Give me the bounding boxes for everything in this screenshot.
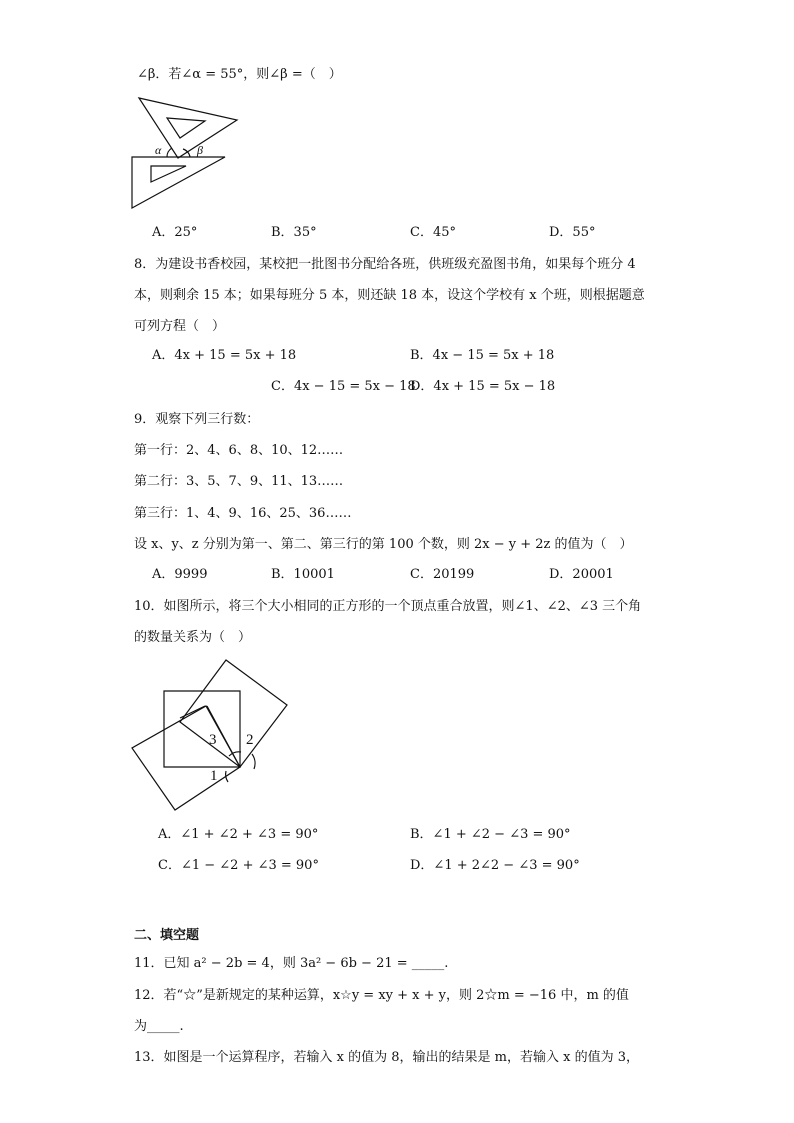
q8-option-c: C．4x − 15 = 5x − 18 — [271, 379, 416, 394]
q9-option-c: C．20199 — [410, 567, 475, 582]
q10-square-upright — [164, 691, 240, 767]
q10-square-right — [180, 660, 287, 767]
q7-top-triangle-hole — [167, 118, 205, 138]
q7-stem-tail: ∠β．若∠α = 55°，则∠β =（ ） — [137, 67, 342, 82]
q9-stem: 9．观察下列三行数： — [134, 412, 260, 427]
q7-option-a: A．25° — [152, 225, 198, 240]
q7-top-triangle — [139, 98, 237, 158]
q9-option-a: A．9999 — [152, 567, 208, 582]
q10-option-c: C．∠1 − ∠2 + ∠3 = 90° — [158, 858, 319, 873]
q11-text: 11．已知 a² − 2b = 4，则 3a² − 6b − 21 = _____. — [134, 956, 449, 971]
q9-row-1: 第一行：2、4、6、8、10、12…… — [134, 443, 344, 458]
q13-line-1: 13．如图是一个运算程序，若输入 x 的值为 8，输出的结果是 m，若输入 x 的值为 3， — [134, 1050, 640, 1065]
q8-option-a: A．4x + 15 = 5x + 18 — [152, 348, 297, 363]
section-title-fill-in: 二、填空题 — [134, 927, 200, 942]
q8-line-2: 本，则剩余 15 本；如果每班分 5 本，则还缺 18 本，设这个学校有 x 个班，则根据题意 — [134, 288, 645, 303]
q8-option-d: D．4x + 15 = 5x − 18 — [410, 379, 556, 394]
q7-bottom-triangle — [132, 157, 225, 208]
q7-option-b: B．35° — [271, 225, 317, 240]
q9-option-b: B．10001 — [271, 567, 335, 582]
q10-label-2: 2 — [246, 732, 254, 748]
q8-option-b: B．4x − 15 = 5x + 18 — [410, 348, 555, 363]
q8-line-1: 8．为建设书香校园，某校把一批图书分配给各班，供班级充盈图书角，如果每个班分 4 — [134, 257, 636, 272]
q10-label-3: 3 — [209, 732, 217, 748]
q10-option-a: A．∠1 + ∠2 + ∠3 = 90° — [158, 827, 319, 842]
q9-row-3: 第三行：1、4、9、16、25、36…… — [134, 506, 352, 521]
q12-line-2: 为_____. — [134, 1019, 184, 1034]
q10-option-b: B．∠1 + ∠2 − ∠3 = 90° — [410, 827, 571, 842]
q7-label-alpha: α — [155, 143, 162, 157]
q12-line-1: 12．若“☆”是新规定的某种运算，x☆y = xy + x + y，则 2☆m = −16 中，m 的值 — [134, 988, 629, 1003]
q7-bottom-triangle-hole — [151, 166, 186, 182]
q10-line-1: 10．如图所示，将三个大小相同的正方形的一个顶点重合放置，则∠1、∠2、∠3 三个角 — [134, 599, 642, 614]
q8-line-3: 可列方程（ ） — [134, 319, 226, 334]
q7-option-c: C．45° — [410, 225, 456, 240]
q9-row-2: 第二行：3、5、7、9、11、13…… — [134, 474, 344, 489]
q10-square-left — [132, 706, 240, 810]
q10-option-d: D．∠1 + 2∠2 − ∠3 = 90° — [410, 858, 580, 873]
q7-option-d: D．55° — [549, 225, 596, 240]
q10-label-1: 1 — [210, 768, 218, 784]
q7-label-beta: β — [197, 143, 203, 157]
q9-option-d: D．20001 — [549, 567, 614, 582]
q9-question: 设 x、y、z 分别为第一、第二、第三行的第 100 个数，则 2x − y + 2z 的值为（ ） — [134, 537, 633, 552]
q10-line-2: 的数量关系为（ ） — [134, 630, 252, 645]
